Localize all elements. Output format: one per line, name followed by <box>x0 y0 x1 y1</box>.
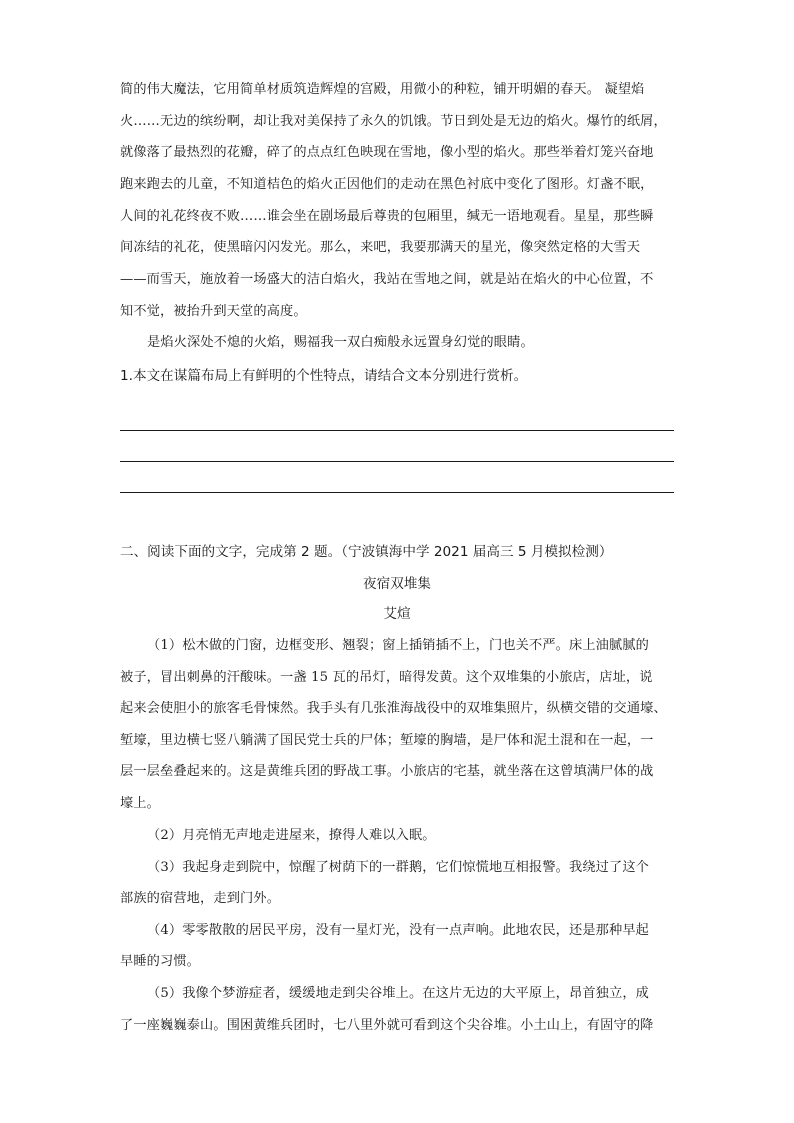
article-line-2: 被子，冒出刺鼻的汗酸味。一盏 15 瓦的吊灯，暗得发黄。这个双堆集的小旅店，店址，说 <box>120 670 653 685</box>
passage1-closing: 是焰火深处不熄的火焰，赐福我一双白痴般永远置身幻觉的眼睛。 <box>147 335 534 350</box>
passage1-line-4: 跑来跑去的儿童，不知道桔色的焰火正因他们的走动在黑色衬底中变化了图形。灯盏不眠， <box>120 177 654 192</box>
article-author: 艾煊 <box>383 606 411 622</box>
section2-heading: 二、阅读下面的文字，完成第 2 题。（宁波镇海中学 2021 届高三 5 月模拟检测） <box>120 544 613 560</box>
passage1-line-3: 就像落了最热烈的花瓣，碎了的点点红色映现在雪地，像小型的焰火。那些举着灯笼兴奋地 <box>120 145 654 160</box>
passage1-line-7: ——而雪天，施放着一场盛大的洁白焰火，我站在雪地之间，就是站在焰火的中心位置，不 <box>120 272 654 287</box>
article-line-11: 早睡的习惯。 <box>120 954 201 969</box>
article-line-13: 了一座巍巍泰山。围困黄维兵团时，七八里外就可看到这个尖谷堆。小土山上，有固守的降 <box>120 1018 654 1033</box>
article-line-8: （3）我起身走到院中，惊醒了树荫下的一群鹅，它们惊慌地互相报警。我绕过了这个 <box>147 860 650 875</box>
article-line-3: 起来会使胆小的旅客毛骨悚然。我手头有几张淮海战役中的双堆集照片，纵横交错的交通壕、 <box>120 701 667 716</box>
answer-line-2[interactable] <box>120 461 674 462</box>
article-line-1: （1）松木做的门窗，边框变形、翘裂；窗上插销插不上，门也关不严。床上油腻腻的 <box>147 638 650 653</box>
passage1-line-1: 简的伟大魔法，它用简单材质筑造辉煌的宫殿，用微小的种粒，铺开明媚的春天。 凝望焰 <box>120 82 645 97</box>
passage1-line-5: 人间的礼花终夜不败……谁会坐在剧场最后尊贵的包厢里，缄无一语地观看。星星，那些瞬 <box>120 209 654 224</box>
article-line-9: 部族的宿营地，走到门外。 <box>120 891 281 906</box>
article-line-7: （2）月亮悄无声地走进屋来，撩得人难以入眠。 <box>147 828 436 843</box>
answer-line-3[interactable] <box>120 492 674 493</box>
passage1-line-8: 知不觉，被抬升到天堂的高度。 <box>120 304 307 319</box>
article-line-12: （5）我像个梦游症者，缓缓地走到尖谷堆上。在这片无边的大平原上，昂首独立，成 <box>147 986 650 1001</box>
question-1: 1.本文在谋篇布局上有鲜明的个性特点，请结合文本分别进行赏析。 <box>120 368 528 384</box>
passage1-line-6: 间冻结的礼花，使黑暗闪闪发光。那么，来吧，我要那满天的星光，像突然定格的大雪天 <box>120 240 641 255</box>
answer-line-1[interactable] <box>120 430 674 431</box>
passage1-line-2: 火……无边的缤纷啊，却让我对美保持了永久的饥饿。节日到处是无边的焰火。爆竹的纸屑， <box>120 114 667 129</box>
article-line-5: 层一层垒叠起来的。这是黄维兵团的野战工事。小旅店的宅基，就坐落在这曾填满尸体的战 <box>120 764 654 779</box>
article-line-4: 堑壕，里边横七竖八躺满了国民党士兵的尸体；堑壕的胸墙，是尸体和泥土混和在一起，一 <box>120 733 654 748</box>
article-line-6: 壕上。 <box>120 796 161 811</box>
article-title: 夜宿双堆集 <box>363 576 431 592</box>
article-line-10: （4）零零散散的居民平房，没有一星灯光，没有一点声响。此地农民，还是那种早起 <box>147 923 650 938</box>
